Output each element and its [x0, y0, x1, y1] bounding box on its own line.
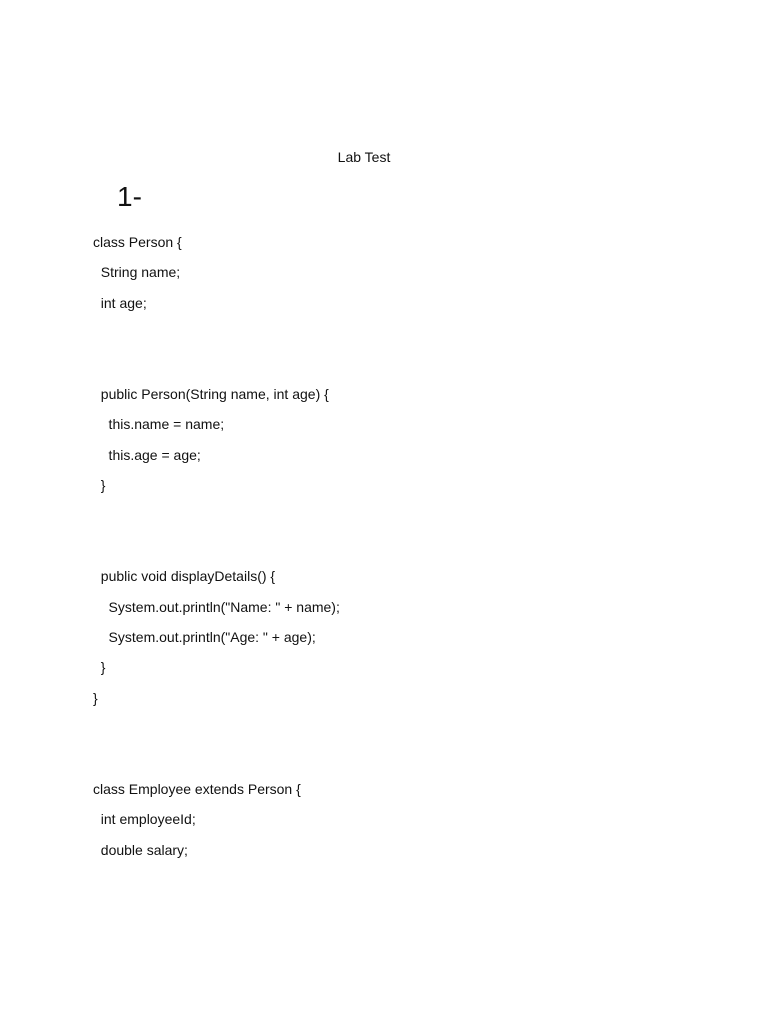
code-line: System.out.println("Name: " + name);	[93, 598, 340, 615]
code-line: class Person {	[93, 234, 182, 250]
code-line: this.name = name;	[93, 416, 225, 433]
document-title: Lab Test	[337, 149, 391, 165]
code-line: public Person(String name, int age) {	[93, 385, 329, 402]
code-line: public void displayDetails() {	[93, 568, 276, 585]
blank-line	[93, 349, 733, 379]
blank-line	[93, 744, 733, 774]
blank-line	[93, 318, 733, 348]
blank-line	[93, 713, 733, 743]
question-number: 1-	[117, 181, 142, 212]
code-line: int employeeId;	[93, 811, 196, 828]
blank-line	[93, 531, 733, 561]
code-line: class Employee extends Person {	[93, 781, 301, 798]
code-line: System.out.println("Age: " + age);	[93, 629, 316, 646]
code-line: }	[93, 689, 98, 706]
code-line: }	[93, 477, 106, 494]
code-line: }	[93, 659, 106, 676]
code-line: double salary;	[93, 841, 188, 858]
blank-line	[93, 501, 733, 531]
code-block	[93, 227, 733, 865]
code-line: this.age = age;	[93, 446, 201, 463]
code-line: String name;	[93, 264, 181, 281]
code-line: int age;	[93, 294, 147, 311]
